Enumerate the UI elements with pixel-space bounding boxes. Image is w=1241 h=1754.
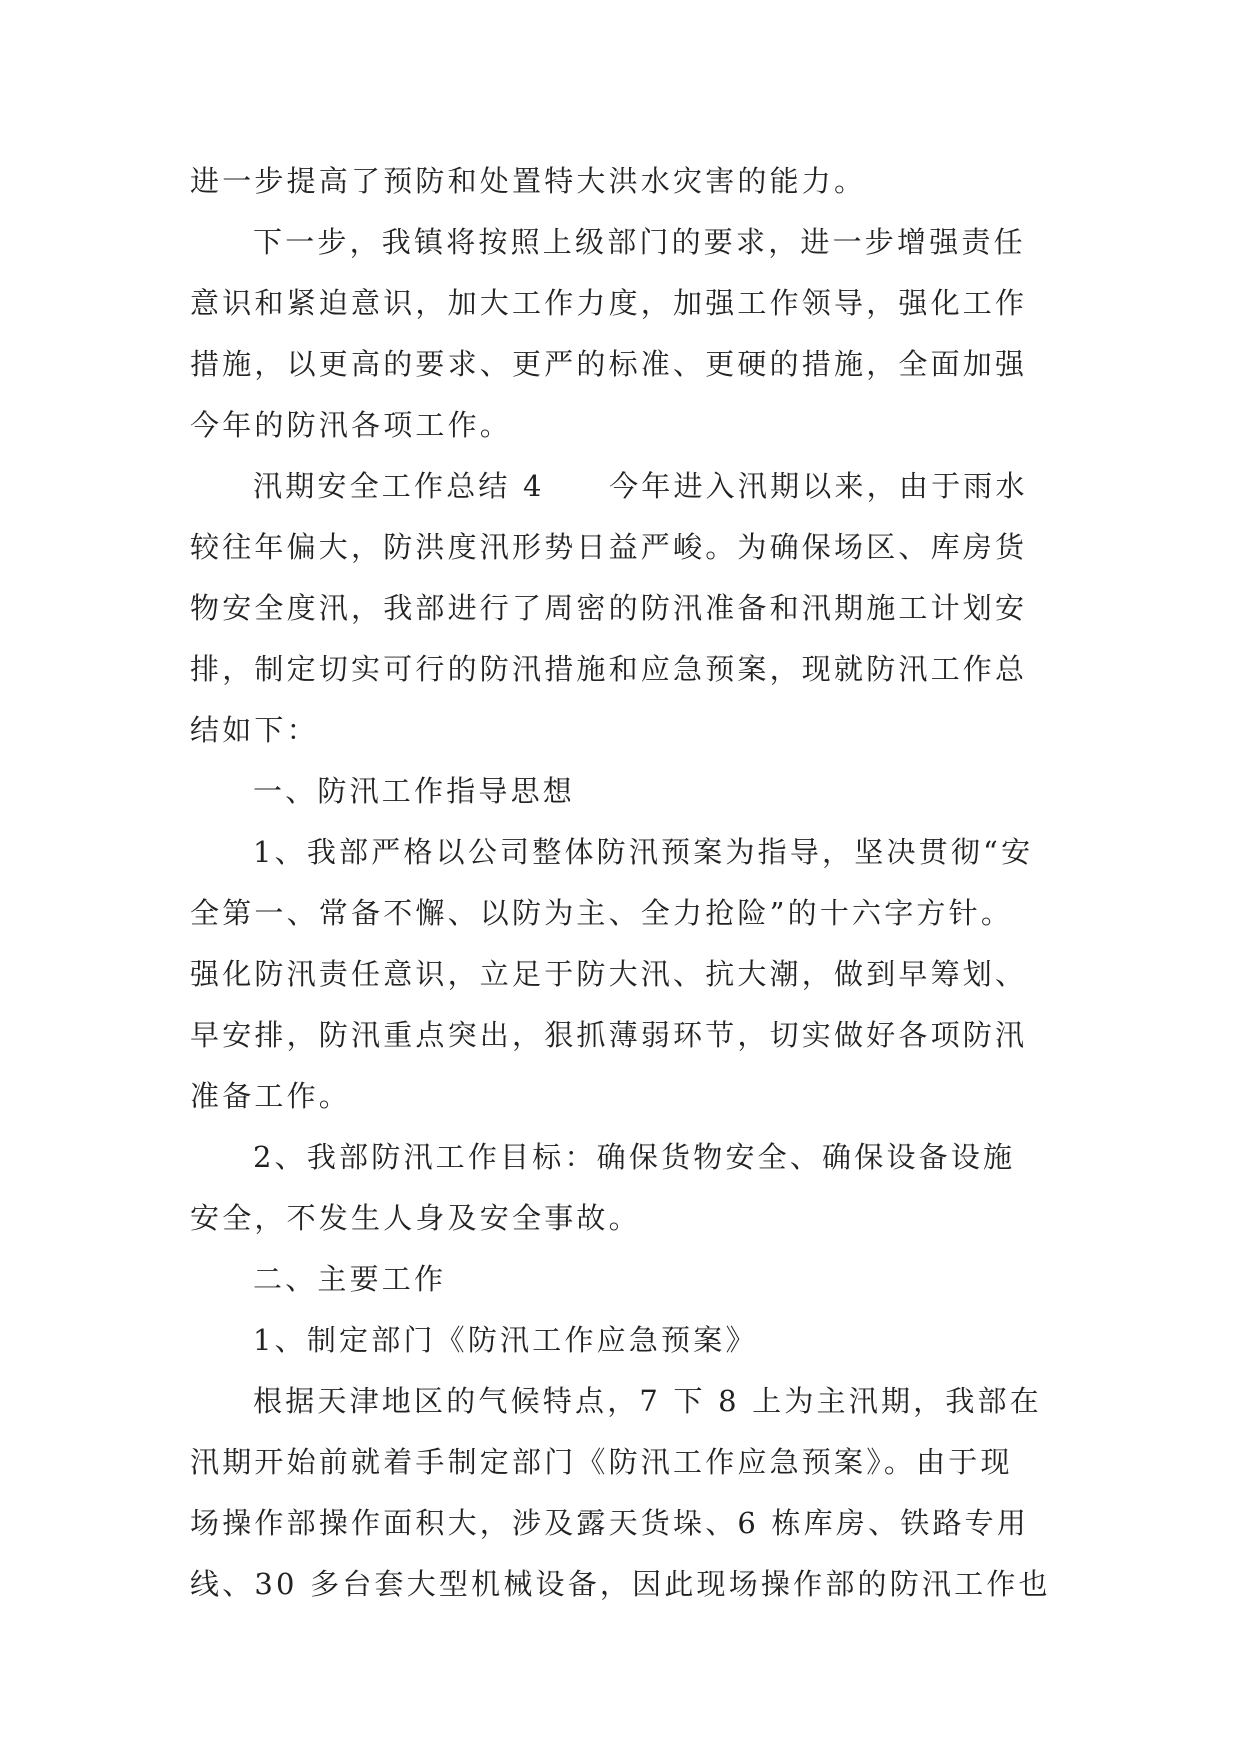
paragraph-start-line: 下一步，我镇将按照上级部门的要求，进一步增强责任 — [253, 225, 1026, 259]
paragraph-start-line: 根据天津地区的气候特点，7 下 8 上为主汛期，我部在 — [253, 1384, 1042, 1418]
text-line: 强化防汛责任意识，立足于防大汛、抗大潮，做到早筹划、 — [190, 957, 1028, 991]
section-title-line: 汛期安全工作总结 4 今年进入汛期以来，由于雨水 — [253, 469, 1028, 503]
subheading-line: 1、制定部门《防汛工作应急预案》 — [253, 1323, 758, 1357]
heading-line: 二、主要工作 — [253, 1262, 447, 1296]
paragraph-start-line: 1、我部严格以公司整体防汛预案为指导，坚决贯彻“安 — [253, 835, 1034, 869]
paragraph-start-line: 2、我部防汛工作目标：确保货物安全、确保设备设施 — [253, 1140, 1016, 1174]
heading-line: 一、防汛工作指导思想 — [253, 774, 576, 808]
text-line: 今年的防汛各项工作。 — [190, 408, 513, 442]
text-line: 线、30 多台套大型机械设备，因此现场操作部的防汛工作也 — [190, 1567, 1051, 1601]
text-line: 意识和紧迫意识，加大工作力度，加强工作领导，强化工作 — [190, 286, 1028, 320]
text-line: 措施，以更高的要求、更严的标准、更硬的措施，全面加强 — [190, 347, 1028, 381]
text-line: 全第一、常备不懈、以防为主、全力抢险”的十六字方针。 — [190, 896, 1014, 930]
text-line: 准备工作。 — [190, 1079, 352, 1113]
text-line: 结如下： — [190, 713, 319, 747]
text-line: 安全，不发生人身及安全事故。 — [190, 1201, 641, 1235]
text-line: 进一步提高了预防和处置特大洪水灾害的能力。 — [190, 164, 867, 198]
text-line: 早安排，防汛重点突出，狠抓薄弱环节，切实做好各项防汛 — [190, 1018, 1028, 1052]
text-line: 排，制定切实可行的防汛措施和应急预案，现就防汛工作总 — [190, 652, 1028, 686]
document-body — [190, 151, 1050, 1615]
text-line: 汛期开始前就着手制定部门《防汛工作应急预案》。由于现 — [190, 1445, 1013, 1479]
text-line: 物安全度汛，我部进行了周密的防汛准备和汛期施工计划安 — [190, 591, 1028, 625]
text-line: 较往年偏大，防洪度汛形势日益严峻。为确保场区、库房货 — [190, 530, 1028, 564]
text-line: 场操作部操作面积大，涉及露天货垛、6 栋库房、铁路专用 — [190, 1506, 1030, 1540]
